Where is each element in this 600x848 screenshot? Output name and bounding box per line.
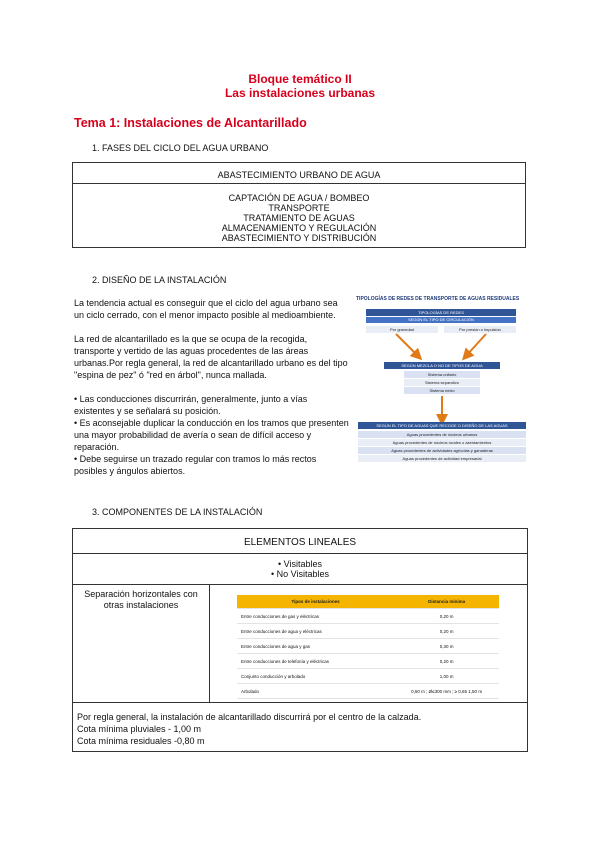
- table-row: [237, 684, 499, 699]
- section3-heading: 3. COMPONENTES DE LA INSTALACIÓN: [92, 507, 263, 517]
- table-cell: Entre conducciones de agua y eléctricas: [237, 624, 394, 639]
- table-header: Distancia mínima: [394, 595, 499, 609]
- water-cycle-phases: [73, 193, 525, 243]
- element-type-item: • No Visitables: [270, 569, 329, 579]
- diagram-bar-mix: SEGÚN MEZCLA O NO DE TIPOS DE AGUA: [384, 362, 500, 369]
- table-cell: Arbolado: [237, 684, 394, 699]
- table-row: [237, 639, 499, 654]
- paragraph: La tendencia actual es conseguir que el ciclo del agua urbano sea un ciclo cerrado, con el menor impacto posible al medioambiente.: [74, 298, 338, 320]
- phase-item: ABASTECIMIENTO Y DISTRIBUCIÓN: [221, 233, 377, 243]
- diagram-title: TIPOLOGÍAS DE REDES DE TRANSPORTE DE AGUAS RESIDUALES: [356, 296, 520, 302]
- bullet-item: • Es aconsejable duplicar la conducción en los tramos que presenten una mayor probabilidad de avería o sean de difícil acceso y reparación.: [74, 418, 349, 452]
- bullet-item: • Las conducciones discurrirán, generalmente, junto a vías existentes y se señalará su posición.: [74, 394, 308, 416]
- topic-title: Tema 1: Instalaciones de Alcantarillado: [74, 116, 307, 130]
- bullet-item: • Debe seguirse un trazado regular con tramos lo más rectos posibles y ángulos abiertos.: [74, 454, 317, 476]
- table-cell: 0,20 m: [394, 654, 499, 669]
- table-header: Tipos de instalaciones: [237, 595, 394, 609]
- diagram-gravity: Por gravedad: [366, 326, 438, 333]
- table-cell: 0,20 m: [394, 609, 499, 624]
- diagram-origin-item: Aguas procedentes de núcleos rurales o asentamientos: [358, 439, 526, 446]
- section2-heading: 2. DISEÑO DE LA INSTALACIÓN: [92, 275, 227, 285]
- components-box-title: ELEMENTOS LINEALES: [243, 537, 357, 548]
- table-row: [237, 654, 499, 669]
- table-row: [237, 669, 499, 684]
- diagram-system-item: Sistema mixto: [404, 387, 480, 394]
- components-footer: [77, 711, 421, 747]
- phase-item: CAPTACIÓN DE AGUA / BOMBEO: [228, 193, 370, 203]
- footer-line: Cota mínima residuales -0,80 m: [77, 736, 205, 746]
- element-type-item: • Visitables: [277, 559, 322, 569]
- section2-text: [74, 297, 350, 477]
- network-typology-diagram: [356, 296, 528, 468]
- table-cell: 0,30 m: [394, 639, 499, 654]
- separation-label: Separación horizontales con otras instalaciones: [84, 589, 198, 610]
- section1-heading: 1. FASES DEL CICLO DEL AGUA URBANO: [92, 143, 269, 153]
- table-cell: Entre conducciones de gas y eléctricas: [237, 609, 394, 624]
- diagram-system-item: Sistema separativo: [404, 379, 480, 386]
- diagram-pressure: Por presión o impulsión: [444, 326, 516, 333]
- diagram-bar-circulation: SEGÚN EL TIPO DE CIRCULACIÓN: [366, 317, 516, 323]
- table-row: [237, 624, 499, 639]
- table-cell: 0,60 m ; Ø≤300 mm ; ≥ 0,65 1,50 m: [394, 684, 499, 699]
- diagram-system-item: Sistema unitario: [404, 371, 480, 378]
- phase-item: TRANSPORTE: [268, 203, 330, 213]
- block-subtitle: Las instalaciones urbanas: [224, 86, 376, 100]
- table-cell: Conjunto conducción y arbolado: [237, 669, 394, 684]
- arrow-left: [396, 334, 418, 356]
- diagram-origin-item: Aguas procedentes de actividad empresarial: [358, 455, 526, 462]
- arrow-right: [466, 334, 486, 356]
- distance-table: [237, 595, 499, 699]
- diagram-origin-item: Aguas procedentes de núcleos urbanos: [358, 431, 526, 438]
- water-cycle-box: [72, 162, 526, 248]
- components-box: [72, 528, 528, 752]
- table-cell: 0,20 m: [394, 624, 499, 639]
- water-cycle-box-title: ABASTECIMIENTO URBANO DE AGUA: [217, 170, 381, 180]
- phase-item: TRATAMIENTO DE AGUAS: [243, 213, 355, 223]
- phase-item: ALMACENAMIENTO Y REGULACIÓN: [221, 223, 377, 233]
- paragraph: La red de alcantarillado es la que se ocupa de la recogida, transporte y vertido de las aguas procedentes de las áreas urbanas.Por regla general, la red de alcantarillado urbano es del tipo "espina de pez" ó "red en árbol", nunca mallada.: [74, 334, 348, 380]
- table-row: [237, 609, 499, 624]
- footer-line: Cota mínima pluviales - 1,00 m: [77, 724, 202, 734]
- table-cell: Entre conducciones de agua y gas: [237, 639, 394, 654]
- diagram-bar-origin: SEGÚN EL TIPO DE AGUAS QUE RECOGE O DISEÑO DE LAS AGUAS: [358, 422, 526, 429]
- table-cell: Entre conducciones de telefonía y eléctricas: [237, 654, 394, 669]
- element-types: [73, 559, 527, 579]
- footer-line: Por regla general, la instalación de alcantarillado discurrirá por el centro de la calzada.: [77, 712, 422, 722]
- block-title: Bloque temático II: [248, 72, 352, 86]
- diagram-origin-item: Aguas procedentes de actividades agrícolas y ganaderas: [358, 447, 526, 454]
- diagram-bar-typologies: TIPOLOGÍAS DE REDES: [366, 309, 516, 316]
- table-cell: 1,00 m: [394, 669, 499, 684]
